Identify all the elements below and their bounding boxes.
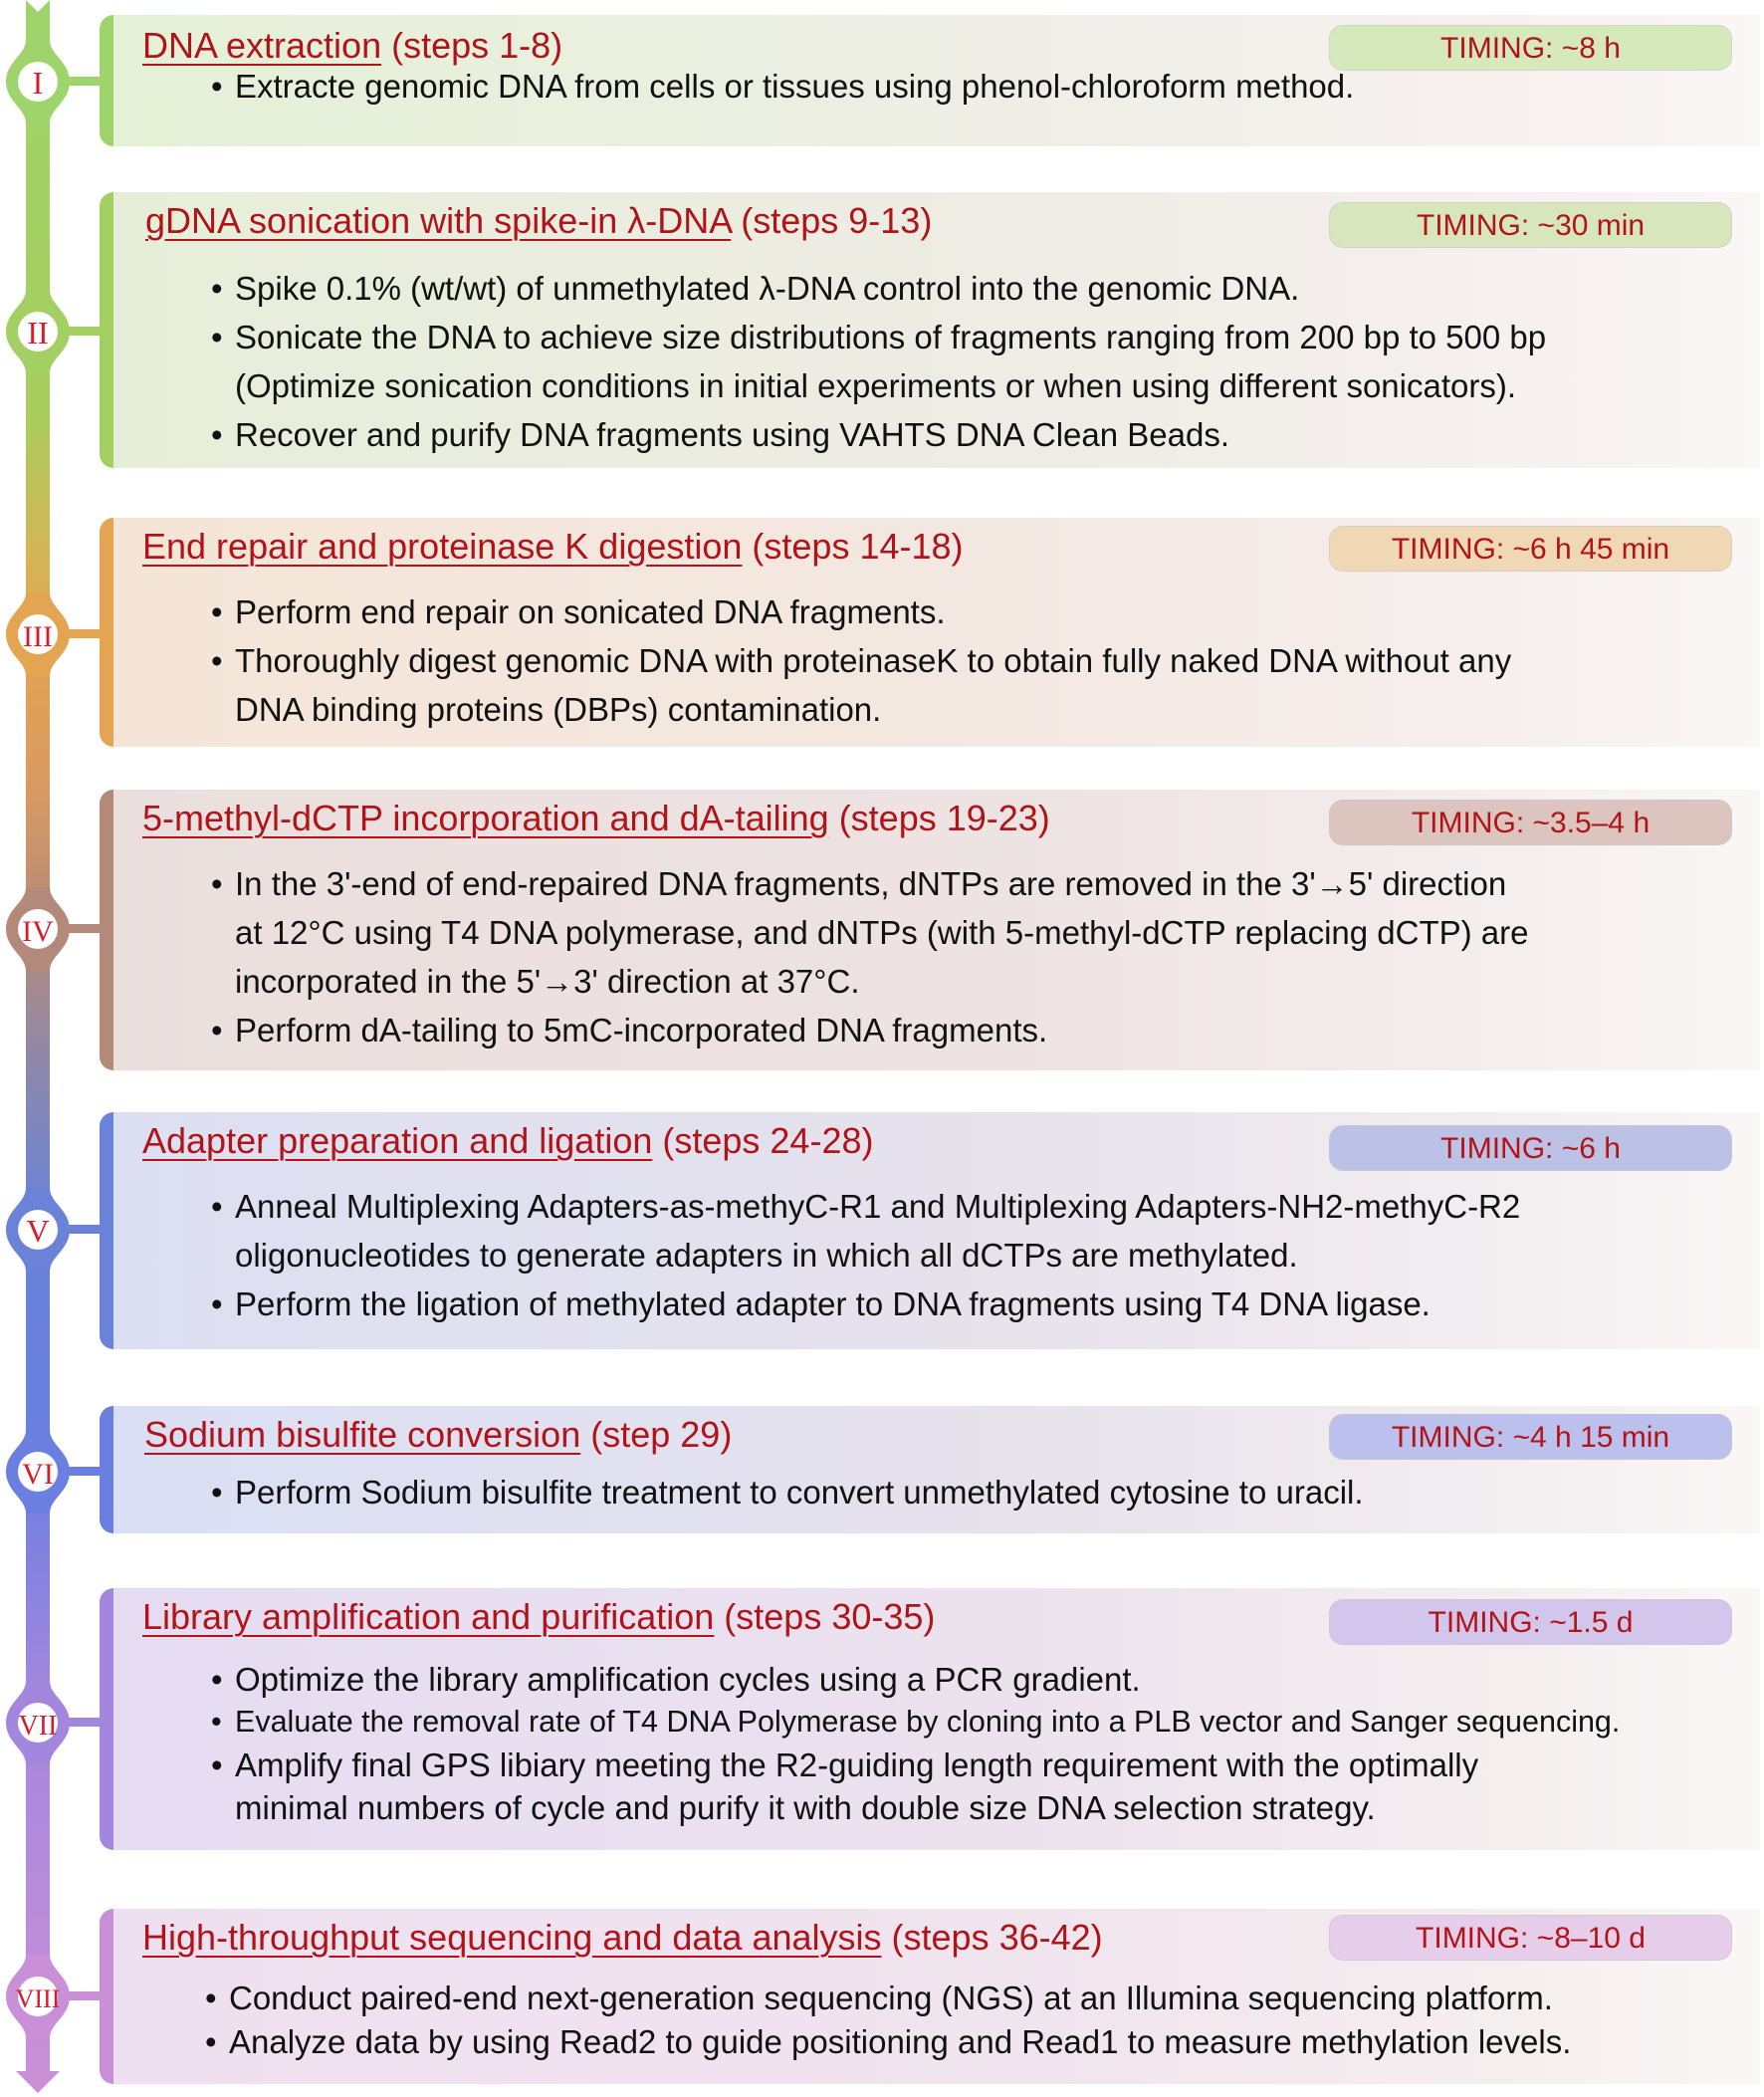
timeline-node-1 [6, 40, 100, 123]
bullet-continuation: oligonucleotides to generate adapters in which all dCTPs are methylated. [235, 1237, 1298, 1274]
stage-panel-5 [100, 1112, 1760, 1349]
stage-bar [100, 1406, 113, 1533]
stage-bar [100, 1112, 113, 1349]
numeral-II: II [27, 315, 49, 350]
stage-bar [100, 790, 113, 1070]
timing-badge: TIMING: ~8–10 d [1329, 1915, 1732, 1961]
numeral-V: V [26, 1213, 50, 1249]
timeline-node-8 [6, 1955, 100, 2038]
timing-badge: TIMING: ~3.5–4 h [1329, 800, 1732, 845]
stage-bar [100, 518, 113, 747]
bullet-continuation: incorporated in the 5'→3' direction at 37°C. [235, 963, 860, 1000]
numeral-III: III [23, 620, 53, 653]
stage-title-link[interactable]: DNA extraction [142, 25, 382, 66]
bullet-list [211, 1182, 1740, 1328]
timeline-arrowhead-icon [16, 2071, 60, 2093]
timing-badge: TIMING: ~8 h [1329, 25, 1732, 71]
stage-panel-8 [100, 1909, 1760, 2084]
stage-title-link[interactable]: End repair and proteinase K digestion [142, 526, 743, 567]
bullet-item: • In the 3'-end of end-repaired DNA fragments, dNTPs are removed in the 3'→5' direction [211, 859, 1740, 908]
stage-title-link[interactable]: gDNA sonication with spike-in λ-DNA [145, 200, 732, 241]
bullet-continuation: at 12°C using T4 DNA polymerase, and dNTPs (with 5-methyl-dCTP replacing dCTP) are [235, 914, 1529, 951]
bullet-item: • Sonicate the DNA to achieve size distributions of fragments ranging from 200 bp to 500 bp [211, 313, 1740, 361]
stage-panel-3 [100, 518, 1760, 747]
bullet-list [211, 1658, 1740, 1829]
stage-title: End repair and proteinase K digestion (steps 14-18) [142, 526, 964, 567]
timeline-spine [0, 0, 100, 2097]
stage-bar [100, 1588, 113, 1850]
stage-title: 5-methyl-dCTP incorporation and dA-tailing (steps 19-23) [142, 798, 1050, 838]
bullet-list [211, 587, 1740, 734]
numeral-VI: VI [22, 1458, 54, 1491]
bullet-item: • Recover and purify DNA fragments using VAHTS DNA Clean Beads. [211, 410, 1740, 459]
stage-title: gDNA sonication with spike-in λ-DNA (steps 9-13) [145, 200, 933, 241]
stage-panel-6 [100, 1406, 1760, 1533]
timeline-node-5 [6, 1188, 100, 1272]
stage-bar [100, 1909, 113, 2084]
timeline-node-7 [6, 1681, 100, 1764]
timing-badge: TIMING: ~4 h 15 min [1329, 1414, 1732, 1460]
bullet-item: • Perform dA-tailing to 5mC-incorporated DNA fragments. [211, 1006, 1740, 1054]
stage-panel-7 [100, 1588, 1760, 1850]
timeline-node-6 [6, 1430, 100, 1514]
bullet-item: • Anneal Multiplexing Adapters-as-methyC-R1 and Multiplexing Adapters-NH2-methyC-R2 [211, 1182, 1740, 1231]
timing-badge: TIMING: ~30 min [1329, 202, 1732, 248]
stage-title-link[interactable]: Sodium bisulfite conversion [144, 1414, 581, 1455]
numeral-VIII: VIII [15, 1984, 61, 2013]
stage-title: Library amplification and purification (steps 30-35) [142, 1596, 936, 1637]
bullet-item: • Amplify final GPS libiary meeting the R2-guiding length requirement with the optimally [211, 1744, 1740, 1786]
bullet-list [211, 1468, 1740, 1516]
stage-title-link[interactable]: High-throughput sequencing and data analysis [142, 1917, 882, 1958]
bullet-item: • Perform end repair on sonicated DNA fragments. [211, 587, 1740, 636]
timing-badge: TIMING: ~1.5 d [1329, 1599, 1732, 1645]
bullet-item: • Conduct paired-end next-generation sequencing (NGS) at an Illumina sequencing platform. [205, 1977, 1740, 2020]
timeline-node-4 [6, 887, 100, 971]
numeral-I: I [32, 65, 44, 101]
numeral-VII: VII [18, 1711, 58, 1742]
stage-title: Sodium bisulfite conversion (step 29) [144, 1414, 733, 1455]
numeral-IV: IV [22, 915, 54, 948]
stage-bar [100, 192, 113, 468]
bullet-item: • Spike 0.1% (wt/wt) of unmethylated λ-DNA control into the genomic DNA. [211, 264, 1740, 313]
stage-title-link[interactable]: Library amplification and purification [142, 1596, 715, 1637]
stage-title-link[interactable]: 5-methyl-dCTP incorporation and dA-tailing [142, 798, 829, 838]
bullet-item: • Thoroughly digest genomic DNA with proteinaseK to obtain fully naked DNA without any [211, 636, 1740, 685]
bullet-continuation: DNA binding proteins (DBPs) contamination. [235, 691, 882, 728]
timing-badge: TIMING: ~6 h 45 min [1329, 526, 1732, 572]
timeline-node-2 [6, 290, 100, 373]
stage-title: High-throughput sequencing and data analysis (steps 36-42) [142, 1917, 1103, 1958]
bullet-list [211, 264, 1740, 459]
bullet-list [205, 1977, 1740, 2064]
bullet-item: • Perform Sodium bisulfite treatment to convert unmethylated cytosine to uracil. [211, 1468, 1740, 1516]
timing-badge: TIMING: ~6 h [1329, 1125, 1732, 1171]
bullet-item: • Analyze data by using Read2 to guide positioning and Read1 to measure methylation levels. [205, 2020, 1740, 2064]
stage-panel-1 [100, 15, 1760, 146]
stage-title: DNA extraction (steps 1-8) [142, 25, 563, 66]
stage-bar [100, 15, 113, 146]
bullet-item: • Evaluate the removal rate of T4 DNA Polymerase by cloning into a PLB vector and Sanger sequencing. [211, 1701, 1740, 1744]
stage-title-link[interactable]: Adapter preparation and ligation [142, 1120, 653, 1161]
bullet-list [211, 859, 1740, 1054]
bullet-continuation: (Optimize sonication conditions in initial experiments or when using different sonicators). [235, 367, 1517, 404]
bullet-item: • Perform the ligation of methylated adapter to DNA fragments using T4 DNA ligase. [211, 1280, 1740, 1328]
stage-panel-2 [100, 192, 1760, 468]
bullet-item: • Optimize the library amplification cycles using a PCR gradient. [211, 1658, 1740, 1701]
timeline-node-3 [6, 592, 100, 676]
stage-title: Adapter preparation and ligation (steps 24-28) [142, 1120, 874, 1161]
stage-panel-4 [100, 790, 1760, 1070]
bullet-item: • Extracte genomic DNA from cells or tissues using phenol-chloroform method. [211, 62, 1740, 111]
bullet-list [211, 62, 1740, 111]
bullet-continuation: minimal numbers of cycle and purify it with double size DNA selection strategy. [235, 1789, 1376, 1826]
